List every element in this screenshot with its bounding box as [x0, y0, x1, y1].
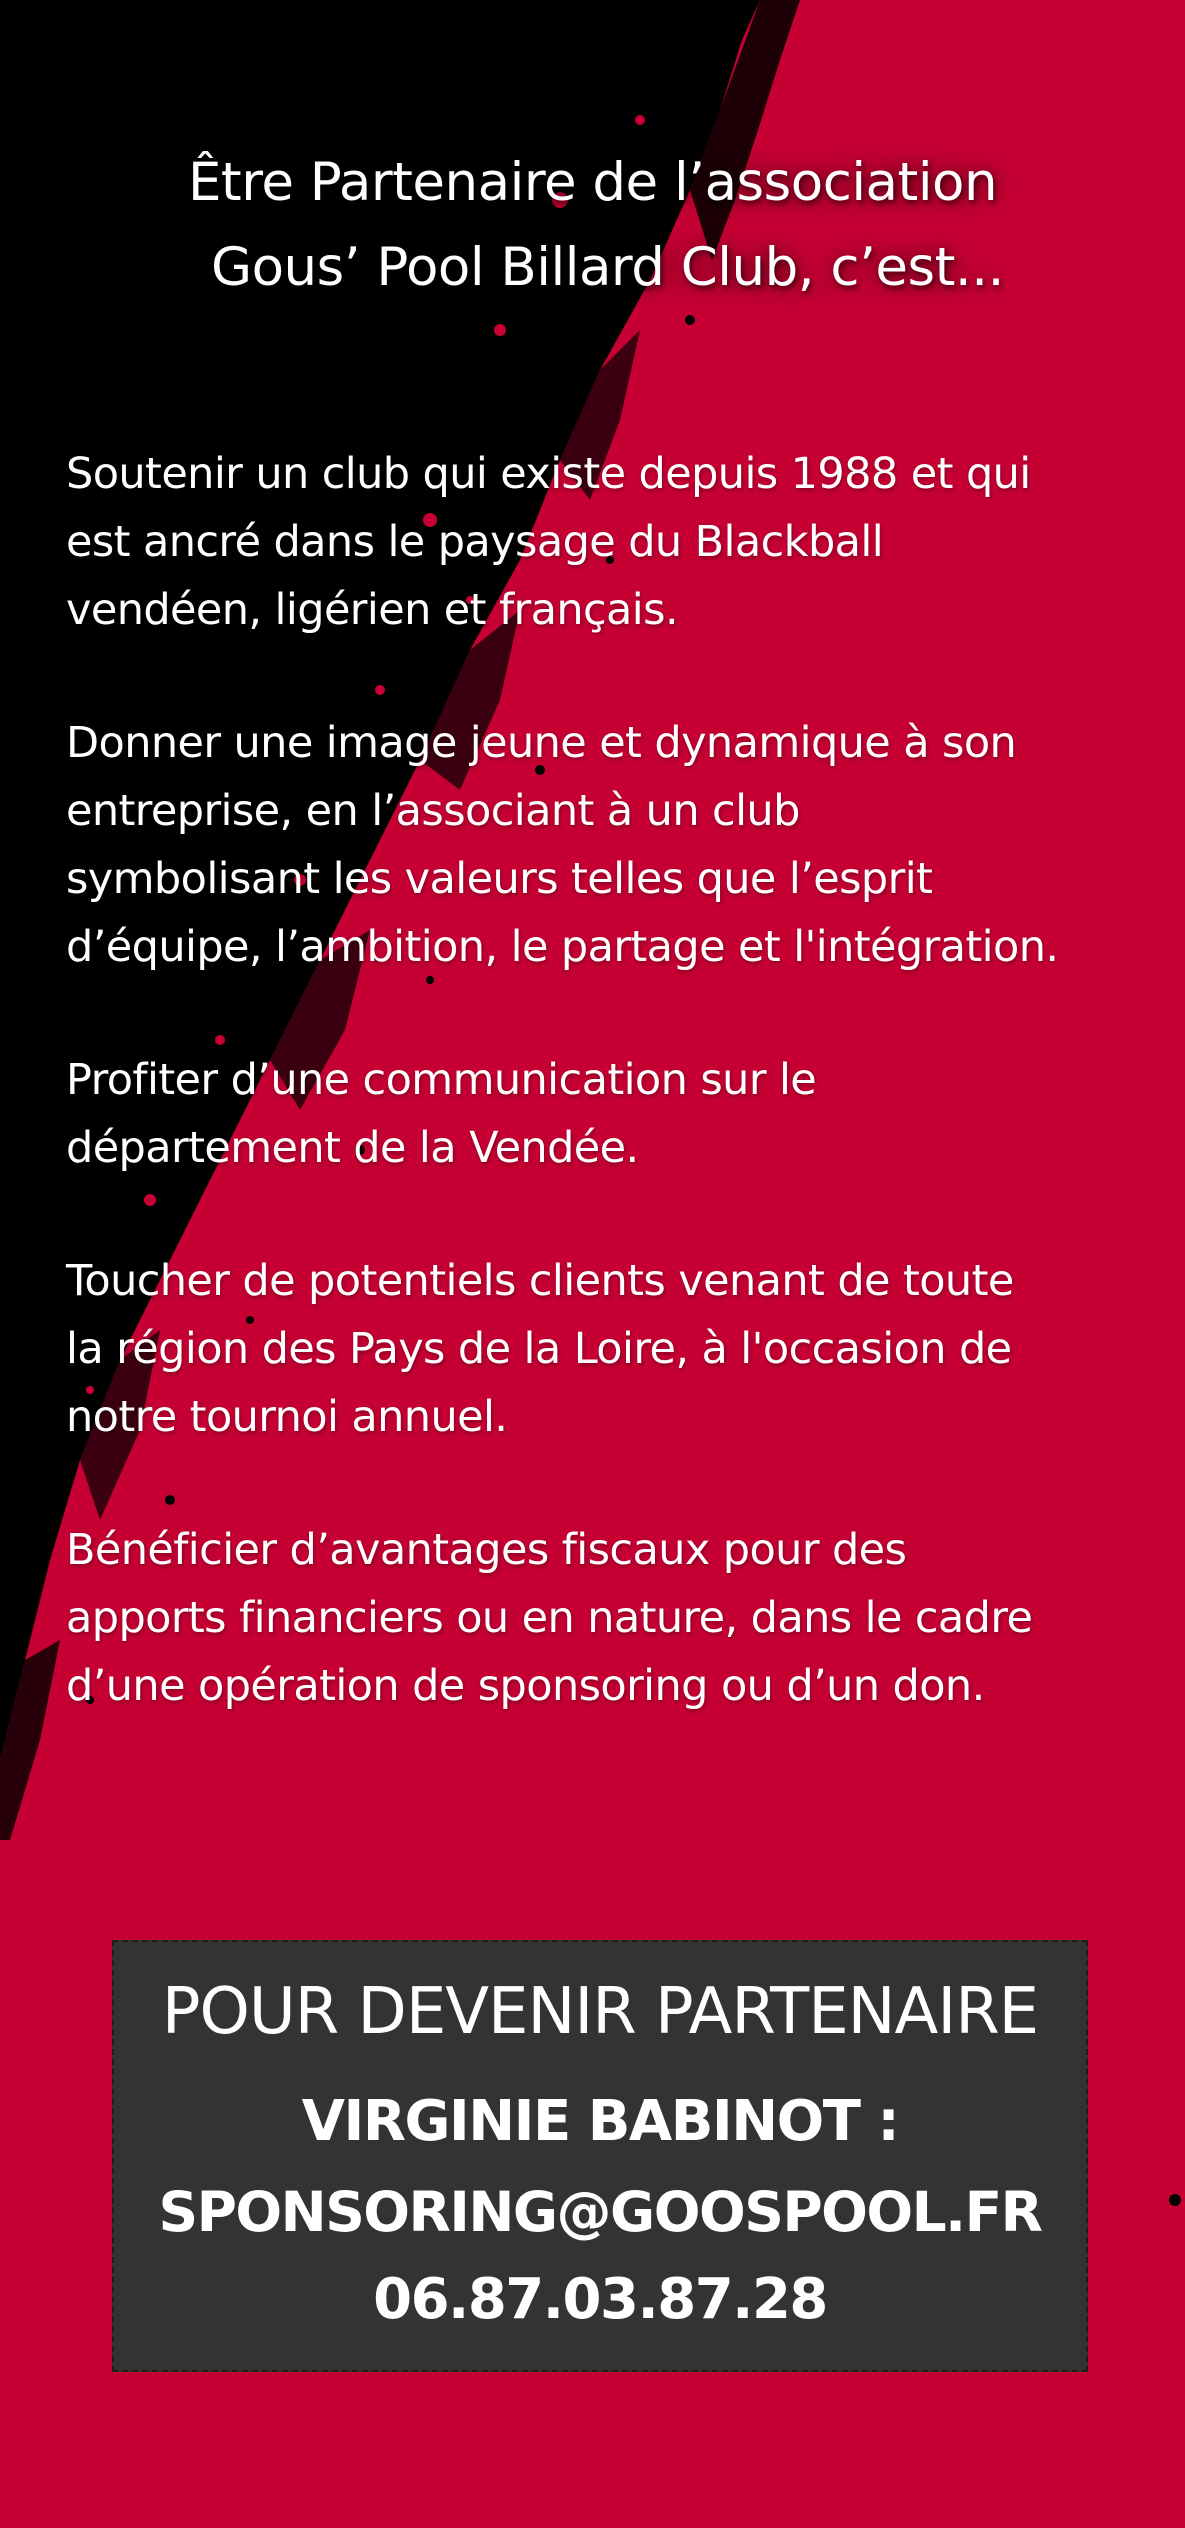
benefits-list [66, 440, 1176, 1785]
benefit-line: la région des Pays de la Loire, à l'occasion de [66, 1324, 1012, 1374]
benefit-line: Bénéficier d’avantages fiscaux pour des [66, 1525, 907, 1575]
benefit-line: notre tournoi annuel. [66, 1392, 508, 1442]
benefit-line: d’équipe, l’ambition, le partage et l'intégration. [66, 922, 1059, 972]
benefit-line: Donner une image jeune et dynamique à son [66, 718, 1017, 768]
benefit-line: vendéen, ligérien et français. [66, 585, 679, 635]
benefit-paragraph [66, 709, 1176, 981]
title-line-2: Gous’ Pool Billard Club, c’est... [211, 237, 1004, 298]
benefit-line: est ancré dans le paysage du Blackball [66, 517, 884, 567]
contact-phone-link[interactable]: 06.87.03.87.28 [373, 2267, 827, 2332]
benefit-paragraph [66, 1247, 1176, 1451]
partner-heading: POUR DEVENIR PARTENAIRE [161, 1975, 1039, 2049]
benefit-line: entreprise, en l’associant à un club [66, 786, 800, 836]
benefit-paragraph [66, 440, 1176, 644]
benefit-line: Profiter d’une communication sur le [66, 1055, 817, 1105]
benefit-line: Soutenir un club qui existe depuis 1988 et qui [66, 449, 1031, 499]
benefit-paragraph [66, 1516, 1176, 1720]
benefit-line: apports financiers ou en nature, dans le cadre [66, 1593, 1033, 1643]
benefit-line: symbolisant les valeurs telles que l’esprit [66, 854, 933, 904]
benefit-line: département de la Vendée. [66, 1123, 639, 1173]
title-line-1: Être Partenaire de l’association [187, 152, 998, 213]
benefit-line: d’une opération de sponsoring ou d’un don. [66, 1661, 985, 1711]
benefit-line: Toucher de potentiels clients venant de toute [66, 1256, 1014, 1306]
contact-email-link[interactable]: SPONSORING@GOOSPOOL.FR [158, 2180, 1042, 2244]
contact-name: VIRGINIE BABINOT : [301, 2089, 899, 2154]
partner-contact-box [112, 1940, 1088, 2372]
page-title [0, 140, 1185, 310]
benefit-paragraph [66, 1046, 1176, 1182]
